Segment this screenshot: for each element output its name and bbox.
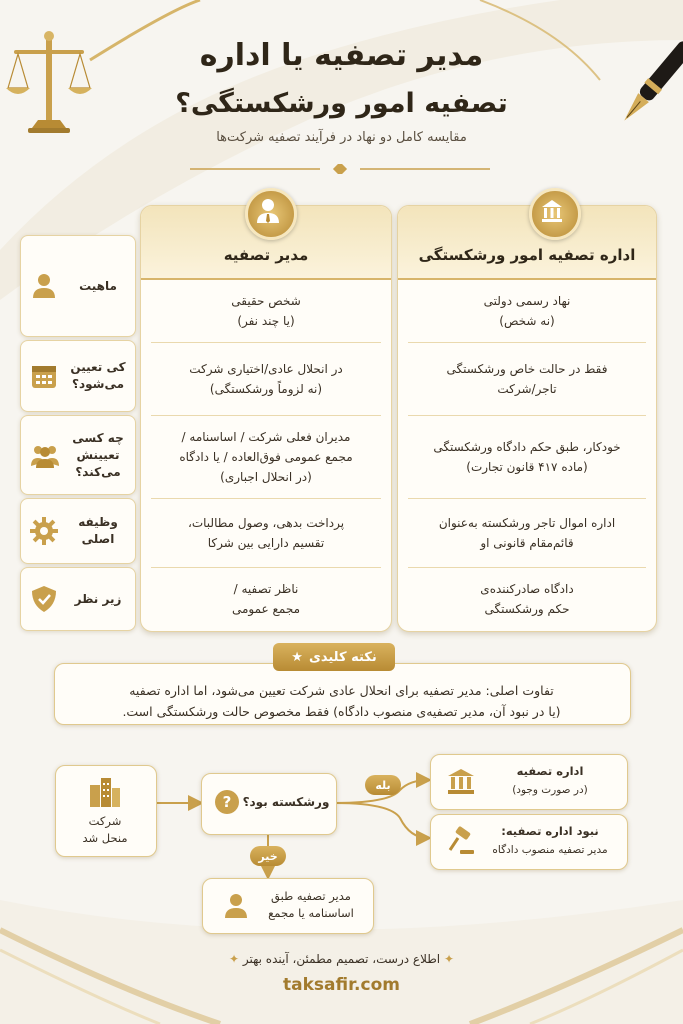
row-label-text: ماهیت — [79, 278, 117, 293]
flow-result-office-title: اداره تصفیه — [516, 764, 584, 778]
buildings-icon — [88, 775, 122, 809]
cell-manager-supervisor: ناظر تصفیه / مجمع عمومی — [231, 582, 301, 616]
cell-bankruptcy-duty: اداره اموال تاجر ورشکسته به‌عنوان قائم‌مقام قانونی او — [438, 516, 616, 550]
cell-bankruptcy-supervisor: دادگاه صادرکننده‌ی حکم ورشکستگی — [480, 582, 574, 616]
page-title-line1: مدیر تصفیه یا اداره — [199, 38, 484, 73]
flow-question-text: ورشکسته بود؟ — [242, 795, 330, 809]
key-point-text: تفاوت اصلی: مدیر تصفیه برای انحلال عادی شرکت تعیین می‌شود، اما اداره تصفیه (یا در نبود آن، مدیر تصفیه‌ی منصوب دادگاه) فقط مخصوص حالت ورشکستگی است. — [122, 683, 561, 719]
cell-bankruptcy-who: خودکار، طبق حکم دادگاه ورشکستگی (ماده ۴۱۷ قانون تجارت) — [433, 440, 621, 474]
row-label-text: زیر نظر — [74, 591, 122, 606]
footer-slogan — [0, 952, 683, 966]
flow-result-court-title: نبود اداره تصفیه: — [501, 824, 599, 838]
question-icon: ? — [215, 790, 239, 814]
row-label-text: وظیفه اصلی — [78, 515, 118, 546]
flow-result-manager-text: مدیر تصفیه طبق اساسنامه یا مجمع — [268, 889, 354, 920]
flow-no-pill: خیر — [250, 846, 286, 866]
institution-icon — [446, 766, 476, 796]
flow-result-court-sub: مدیر تصفیه منصوب دادگاه — [492, 844, 608, 856]
flow-start-text: شرکت منحل شد — [82, 814, 128, 845]
gavel-icon — [446, 826, 476, 856]
cell-manager-who: مدیران فعلی شرکت / اساسنامه / مجمع عمومی فوق‌العاده / یا دادگاه (در انحلال اجباری) — [179, 430, 353, 484]
person-icon — [222, 891, 250, 919]
column-title-manager: مدیر تصفیه — [223, 246, 309, 264]
footer-slogan-text: اطلاع درست، تصمیم مطمئن، آینده بهتر — [242, 952, 441, 966]
flow-yes-pill: بله — [365, 775, 401, 795]
cell-manager-nature: شخص حقیقی (یا چند نفر) — [231, 294, 301, 328]
cell-manager-when: در انحلال عادی/اختیاری شرکت (نه لزوماً ورشکستگی) — [189, 362, 343, 396]
row-label-text: کی تعیین می‌شود؟ — [70, 360, 126, 391]
page-title-line2: تصفیه امور ورشکستگی؟ — [175, 88, 508, 119]
flow-result-office-sub: (در صورت وجود) — [512, 784, 588, 796]
key-point-tag-label: نکته کلیدی — [308, 649, 377, 665]
cell-bankruptcy-nature: نهاد رسمی دولتی (نه شخص) — [483, 294, 571, 328]
page-subtitle: مقایسه کامل دو نهاد در فرآیند تصفیه شرکت‌ها — [216, 130, 467, 145]
cell-manager-duty: پرداخت بدهی، وصول مطالبات، تقسیم دارایی بین شرکا — [187, 516, 345, 550]
cell-bankruptcy-when: فقط در حالت خاص ورشکستگی تاجر/شرکت — [446, 362, 608, 396]
sparkle-icon: ✦ — [440, 952, 454, 966]
column-title-bankruptcy: اداره تصفیه امور ورشکستگی — [418, 246, 636, 264]
footer-website-link[interactable]: taksafir.com — [283, 975, 400, 995]
row-label-text: چه کسی تعیینش می‌کند؟ — [72, 430, 124, 479]
sparkle-icon: ✦ — [229, 952, 243, 966]
star-icon: ★ — [291, 649, 303, 665]
